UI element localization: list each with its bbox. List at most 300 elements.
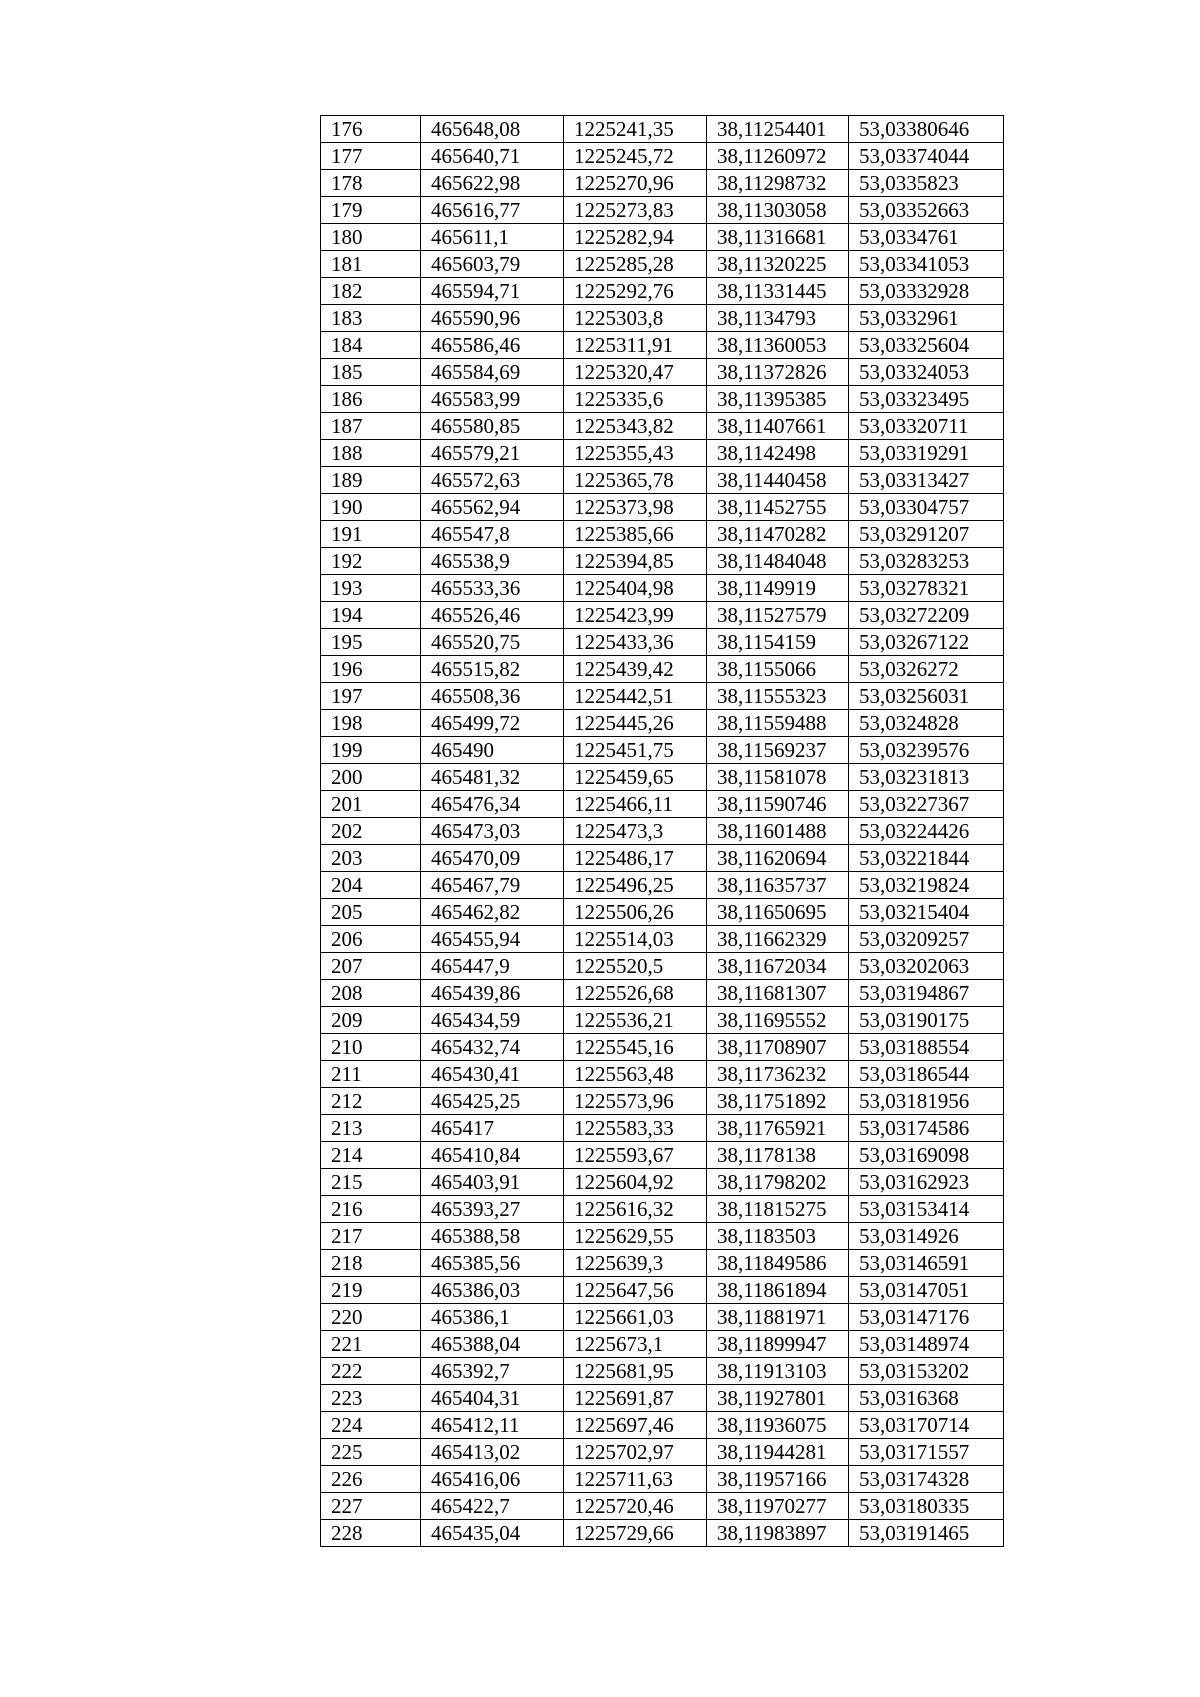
y-coordinate-cell: 1225245,72 xyxy=(564,143,707,170)
longitude-cell: 38,11944281 xyxy=(707,1439,849,1466)
x-coordinate-cell: 465388,04 xyxy=(421,1331,564,1358)
y-coordinate-cell: 1225691,87 xyxy=(564,1385,707,1412)
table-row xyxy=(321,710,1004,737)
latitude-cell: 53,03202063 xyxy=(849,953,1004,980)
x-coordinate-cell: 465455,94 xyxy=(421,926,564,953)
longitude-cell: 38,11581078 xyxy=(707,764,849,791)
longitude-cell: 38,11452755 xyxy=(707,494,849,521)
point-number-cell: 203 xyxy=(321,845,421,872)
x-coordinate-cell: 465435,04 xyxy=(421,1520,564,1547)
table-row xyxy=(321,278,1004,305)
longitude-cell: 38,11320225 xyxy=(707,251,849,278)
y-coordinate-cell: 1225466,11 xyxy=(564,791,707,818)
y-coordinate-cell: 1225563,48 xyxy=(564,1061,707,1088)
table-row xyxy=(321,1196,1004,1223)
table-row xyxy=(321,116,1004,143)
table-row xyxy=(321,575,1004,602)
x-coordinate-cell: 465640,71 xyxy=(421,143,564,170)
longitude-cell: 38,11650695 xyxy=(707,899,849,926)
table-row xyxy=(321,1520,1004,1547)
longitude-cell: 38,11527579 xyxy=(707,602,849,629)
latitude-cell: 53,0326272 xyxy=(849,656,1004,683)
longitude-cell: 38,11913103 xyxy=(707,1358,849,1385)
longitude-cell: 38,11881971 xyxy=(707,1304,849,1331)
latitude-cell: 53,0334761 xyxy=(849,224,1004,251)
y-coordinate-cell: 1225320,47 xyxy=(564,359,707,386)
table-row xyxy=(321,197,1004,224)
x-coordinate-cell: 465403,91 xyxy=(421,1169,564,1196)
point-number-cell: 225 xyxy=(321,1439,421,1466)
x-coordinate-cell: 465392,7 xyxy=(421,1358,564,1385)
longitude-cell: 38,11254401 xyxy=(707,116,849,143)
x-coordinate-cell: 465520,75 xyxy=(421,629,564,656)
y-coordinate-cell: 1225720,46 xyxy=(564,1493,707,1520)
latitude-cell: 53,03190175 xyxy=(849,1007,1004,1034)
longitude-cell: 38,11260972 xyxy=(707,143,849,170)
point-number-cell: 196 xyxy=(321,656,421,683)
y-coordinate-cell: 1225545,16 xyxy=(564,1034,707,1061)
x-coordinate-cell: 465386,1 xyxy=(421,1304,564,1331)
point-number-cell: 182 xyxy=(321,278,421,305)
y-coordinate-cell: 1225604,92 xyxy=(564,1169,707,1196)
longitude-cell: 38,11672034 xyxy=(707,953,849,980)
latitude-cell: 53,03146591 xyxy=(849,1250,1004,1277)
y-coordinate-cell: 1225729,66 xyxy=(564,1520,707,1547)
y-coordinate-cell: 1225273,83 xyxy=(564,197,707,224)
point-number-cell: 184 xyxy=(321,332,421,359)
point-number-cell: 194 xyxy=(321,602,421,629)
y-coordinate-cell: 1225282,94 xyxy=(564,224,707,251)
table-row xyxy=(321,359,1004,386)
longitude-cell: 38,11620694 xyxy=(707,845,849,872)
y-coordinate-cell: 1225486,17 xyxy=(564,845,707,872)
point-number-cell: 224 xyxy=(321,1412,421,1439)
latitude-cell: 53,0335823 xyxy=(849,170,1004,197)
x-coordinate-cell: 465388,58 xyxy=(421,1223,564,1250)
x-coordinate-cell: 465467,79 xyxy=(421,872,564,899)
latitude-cell: 53,03231813 xyxy=(849,764,1004,791)
point-number-cell: 226 xyxy=(321,1466,421,1493)
table-row xyxy=(321,305,1004,332)
y-coordinate-cell: 1225365,78 xyxy=(564,467,707,494)
table-row xyxy=(321,737,1004,764)
latitude-cell: 53,03221844 xyxy=(849,845,1004,872)
table-row xyxy=(321,494,1004,521)
table-row xyxy=(321,521,1004,548)
latitude-cell: 53,03320711 xyxy=(849,413,1004,440)
point-number-cell: 198 xyxy=(321,710,421,737)
x-coordinate-cell: 465404,31 xyxy=(421,1385,564,1412)
longitude-cell: 38,11470282 xyxy=(707,521,849,548)
table-row xyxy=(321,818,1004,845)
y-coordinate-cell: 1225514,03 xyxy=(564,926,707,953)
latitude-cell: 53,03304757 xyxy=(849,494,1004,521)
longitude-cell: 38,1142498 xyxy=(707,440,849,467)
latitude-cell: 53,03324053 xyxy=(849,359,1004,386)
x-coordinate-cell: 465385,56 xyxy=(421,1250,564,1277)
point-number-cell: 189 xyxy=(321,467,421,494)
point-number-cell: 201 xyxy=(321,791,421,818)
point-number-cell: 219 xyxy=(321,1277,421,1304)
x-coordinate-cell: 465603,79 xyxy=(421,251,564,278)
longitude-cell: 38,11555323 xyxy=(707,683,849,710)
table-row xyxy=(321,467,1004,494)
table-row xyxy=(321,1088,1004,1115)
x-coordinate-cell: 465586,46 xyxy=(421,332,564,359)
y-coordinate-cell: 1225629,55 xyxy=(564,1223,707,1250)
y-coordinate-cell: 1225647,56 xyxy=(564,1277,707,1304)
table-row xyxy=(321,1223,1004,1250)
point-number-cell: 179 xyxy=(321,197,421,224)
latitude-cell: 53,03186544 xyxy=(849,1061,1004,1088)
longitude-cell: 38,11662329 xyxy=(707,926,849,953)
point-number-cell: 222 xyxy=(321,1358,421,1385)
latitude-cell: 53,03171557 xyxy=(849,1439,1004,1466)
longitude-cell: 38,11983897 xyxy=(707,1520,849,1547)
x-coordinate-cell: 465579,21 xyxy=(421,440,564,467)
x-coordinate-cell: 465538,9 xyxy=(421,548,564,575)
x-coordinate-cell: 465473,03 xyxy=(421,818,564,845)
y-coordinate-cell: 1225373,98 xyxy=(564,494,707,521)
point-number-cell: 193 xyxy=(321,575,421,602)
y-coordinate-cell: 1225451,75 xyxy=(564,737,707,764)
latitude-cell: 53,03170714 xyxy=(849,1412,1004,1439)
y-coordinate-cell: 1225423,99 xyxy=(564,602,707,629)
table-row xyxy=(321,1304,1004,1331)
table-row xyxy=(321,656,1004,683)
x-coordinate-cell: 465490 xyxy=(421,737,564,764)
point-number-cell: 190 xyxy=(321,494,421,521)
x-coordinate-cell: 465470,09 xyxy=(421,845,564,872)
longitude-cell: 38,11569237 xyxy=(707,737,849,764)
latitude-cell: 53,03215404 xyxy=(849,899,1004,926)
latitude-cell: 53,03332928 xyxy=(849,278,1004,305)
x-coordinate-cell: 465462,82 xyxy=(421,899,564,926)
table-row xyxy=(321,602,1004,629)
longitude-cell: 38,11736232 xyxy=(707,1061,849,1088)
longitude-cell: 38,11635737 xyxy=(707,872,849,899)
x-coordinate-cell: 465432,74 xyxy=(421,1034,564,1061)
longitude-cell: 38,11815275 xyxy=(707,1196,849,1223)
x-coordinate-cell: 465580,85 xyxy=(421,413,564,440)
longitude-cell: 38,11899947 xyxy=(707,1331,849,1358)
longitude-cell: 38,11927801 xyxy=(707,1385,849,1412)
y-coordinate-cell: 1225573,96 xyxy=(564,1088,707,1115)
latitude-cell: 53,0332961 xyxy=(849,305,1004,332)
y-coordinate-cell: 1225311,91 xyxy=(564,332,707,359)
y-coordinate-cell: 1225536,21 xyxy=(564,1007,707,1034)
table-row xyxy=(321,1385,1004,1412)
point-number-cell: 191 xyxy=(321,521,421,548)
longitude-cell: 38,11303058 xyxy=(707,197,849,224)
x-coordinate-cell: 465547,8 xyxy=(421,521,564,548)
point-number-cell: 178 xyxy=(321,170,421,197)
y-coordinate-cell: 1225270,96 xyxy=(564,170,707,197)
x-coordinate-cell: 465422,7 xyxy=(421,1493,564,1520)
table-row xyxy=(321,1358,1004,1385)
point-number-cell: 205 xyxy=(321,899,421,926)
y-coordinate-cell: 1225697,46 xyxy=(564,1412,707,1439)
y-coordinate-cell: 1225520,5 xyxy=(564,953,707,980)
longitude-cell: 38,1178138 xyxy=(707,1142,849,1169)
longitude-cell: 38,1134793 xyxy=(707,305,849,332)
table-row xyxy=(321,386,1004,413)
point-number-cell: 188 xyxy=(321,440,421,467)
longitude-cell: 38,11360053 xyxy=(707,332,849,359)
x-coordinate-cell: 465611,1 xyxy=(421,224,564,251)
table-row xyxy=(321,1250,1004,1277)
longitude-cell: 38,11681307 xyxy=(707,980,849,1007)
table-row xyxy=(321,845,1004,872)
point-number-cell: 176 xyxy=(321,116,421,143)
latitude-cell: 53,03148974 xyxy=(849,1331,1004,1358)
x-coordinate-cell: 465526,46 xyxy=(421,602,564,629)
point-number-cell: 181 xyxy=(321,251,421,278)
y-coordinate-cell: 1225445,26 xyxy=(564,710,707,737)
table-row xyxy=(321,224,1004,251)
longitude-cell: 38,11957166 xyxy=(707,1466,849,1493)
x-coordinate-cell: 465508,36 xyxy=(421,683,564,710)
y-coordinate-cell: 1225433,36 xyxy=(564,629,707,656)
latitude-cell: 53,03162923 xyxy=(849,1169,1004,1196)
x-coordinate-cell: 465584,69 xyxy=(421,359,564,386)
point-number-cell: 211 xyxy=(321,1061,421,1088)
longitude-cell: 38,11765921 xyxy=(707,1115,849,1142)
latitude-cell: 53,03267122 xyxy=(849,629,1004,656)
longitude-cell: 38,11372826 xyxy=(707,359,849,386)
y-coordinate-cell: 1225394,85 xyxy=(564,548,707,575)
y-coordinate-cell: 1225616,32 xyxy=(564,1196,707,1223)
x-coordinate-cell: 465481,32 xyxy=(421,764,564,791)
point-number-cell: 183 xyxy=(321,305,421,332)
x-coordinate-cell: 465412,11 xyxy=(421,1412,564,1439)
y-coordinate-cell: 1225711,63 xyxy=(564,1466,707,1493)
y-coordinate-cell: 1225496,25 xyxy=(564,872,707,899)
y-coordinate-cell: 1225661,03 xyxy=(564,1304,707,1331)
longitude-cell: 38,1154159 xyxy=(707,629,849,656)
latitude-cell: 53,03174586 xyxy=(849,1115,1004,1142)
latitude-cell: 53,03153414 xyxy=(849,1196,1004,1223)
longitude-cell: 38,11601488 xyxy=(707,818,849,845)
table-row xyxy=(321,1142,1004,1169)
table-row xyxy=(321,548,1004,575)
table-row xyxy=(321,791,1004,818)
latitude-cell: 53,03272209 xyxy=(849,602,1004,629)
latitude-cell: 53,03181956 xyxy=(849,1088,1004,1115)
point-number-cell: 208 xyxy=(321,980,421,1007)
y-coordinate-cell: 1225343,82 xyxy=(564,413,707,440)
latitude-cell: 53,03169098 xyxy=(849,1142,1004,1169)
point-number-cell: 220 xyxy=(321,1304,421,1331)
longitude-cell: 38,11484048 xyxy=(707,548,849,575)
table-row xyxy=(321,872,1004,899)
y-coordinate-cell: 1225385,66 xyxy=(564,521,707,548)
y-coordinate-cell: 1225355,43 xyxy=(564,440,707,467)
point-number-cell: 204 xyxy=(321,872,421,899)
point-number-cell: 200 xyxy=(321,764,421,791)
latitude-cell: 53,03341053 xyxy=(849,251,1004,278)
longitude-cell: 38,11751892 xyxy=(707,1088,849,1115)
latitude-cell: 53,0316368 xyxy=(849,1385,1004,1412)
table-row xyxy=(321,143,1004,170)
y-coordinate-cell: 1225404,98 xyxy=(564,575,707,602)
y-coordinate-cell: 1225473,3 xyxy=(564,818,707,845)
x-coordinate-cell: 465583,99 xyxy=(421,386,564,413)
latitude-cell: 53,0324828 xyxy=(849,710,1004,737)
longitude-cell: 38,11798202 xyxy=(707,1169,849,1196)
y-coordinate-cell: 1225593,67 xyxy=(564,1142,707,1169)
y-coordinate-cell: 1225583,33 xyxy=(564,1115,707,1142)
x-coordinate-cell: 465410,84 xyxy=(421,1142,564,1169)
table-row xyxy=(321,1277,1004,1304)
point-number-cell: 197 xyxy=(321,683,421,710)
point-number-cell: 186 xyxy=(321,386,421,413)
longitude-cell: 38,1149919 xyxy=(707,575,849,602)
point-number-cell: 209 xyxy=(321,1007,421,1034)
point-number-cell: 185 xyxy=(321,359,421,386)
table-row xyxy=(321,1412,1004,1439)
y-coordinate-cell: 1225459,65 xyxy=(564,764,707,791)
point-number-cell: 210 xyxy=(321,1034,421,1061)
table-row xyxy=(321,1439,1004,1466)
table-row xyxy=(321,980,1004,1007)
longitude-cell: 38,11970277 xyxy=(707,1493,849,1520)
table-row xyxy=(321,170,1004,197)
latitude-cell: 53,03380646 xyxy=(849,116,1004,143)
point-number-cell: 221 xyxy=(321,1331,421,1358)
longitude-cell: 38,11695552 xyxy=(707,1007,849,1034)
y-coordinate-cell: 1225681,95 xyxy=(564,1358,707,1385)
latitude-cell: 53,03323495 xyxy=(849,386,1004,413)
x-coordinate-cell: 465533,36 xyxy=(421,575,564,602)
table-row xyxy=(321,953,1004,980)
latitude-cell: 53,03147176 xyxy=(849,1304,1004,1331)
x-coordinate-cell: 465439,86 xyxy=(421,980,564,1007)
x-coordinate-cell: 465434,59 xyxy=(421,1007,564,1034)
x-coordinate-cell: 465447,9 xyxy=(421,953,564,980)
x-coordinate-cell: 465417 xyxy=(421,1115,564,1142)
table-row xyxy=(321,1007,1004,1034)
point-number-cell: 206 xyxy=(321,926,421,953)
latitude-cell: 53,03291207 xyxy=(849,521,1004,548)
y-coordinate-cell: 1225442,51 xyxy=(564,683,707,710)
latitude-cell: 53,03278321 xyxy=(849,575,1004,602)
point-number-cell: 207 xyxy=(321,953,421,980)
table-row xyxy=(321,332,1004,359)
latitude-cell: 53,03209257 xyxy=(849,926,1004,953)
x-coordinate-cell: 465515,82 xyxy=(421,656,564,683)
y-coordinate-cell: 1225526,68 xyxy=(564,980,707,1007)
point-number-cell: 202 xyxy=(321,818,421,845)
longitude-cell: 38,1155066 xyxy=(707,656,849,683)
point-number-cell: 223 xyxy=(321,1385,421,1412)
longitude-cell: 38,1183503 xyxy=(707,1223,849,1250)
latitude-cell: 53,03188554 xyxy=(849,1034,1004,1061)
table-row xyxy=(321,1331,1004,1358)
table-row xyxy=(321,1061,1004,1088)
latitude-cell: 53,0314926 xyxy=(849,1223,1004,1250)
longitude-cell: 38,11440458 xyxy=(707,467,849,494)
table-row xyxy=(321,251,1004,278)
x-coordinate-cell: 465616,77 xyxy=(421,197,564,224)
point-number-cell: 217 xyxy=(321,1223,421,1250)
point-number-cell: 177 xyxy=(321,143,421,170)
x-coordinate-cell: 465590,96 xyxy=(421,305,564,332)
x-coordinate-cell: 465562,94 xyxy=(421,494,564,521)
point-number-cell: 215 xyxy=(321,1169,421,1196)
coordinates-table-body xyxy=(321,116,1004,1547)
point-number-cell: 180 xyxy=(321,224,421,251)
latitude-cell: 53,03174328 xyxy=(849,1466,1004,1493)
x-coordinate-cell: 465476,34 xyxy=(421,791,564,818)
y-coordinate-cell: 1225702,97 xyxy=(564,1439,707,1466)
latitude-cell: 53,03319291 xyxy=(849,440,1004,467)
latitude-cell: 53,03153202 xyxy=(849,1358,1004,1385)
y-coordinate-cell: 1225439,42 xyxy=(564,656,707,683)
latitude-cell: 53,03194867 xyxy=(849,980,1004,1007)
x-coordinate-cell: 465499,72 xyxy=(421,710,564,737)
longitude-cell: 38,11708907 xyxy=(707,1034,849,1061)
y-coordinate-cell: 1225673,1 xyxy=(564,1331,707,1358)
y-coordinate-cell: 1225335,6 xyxy=(564,386,707,413)
table-row xyxy=(321,899,1004,926)
longitude-cell: 38,11407661 xyxy=(707,413,849,440)
longitude-cell: 38,11559488 xyxy=(707,710,849,737)
y-coordinate-cell: 1225639,3 xyxy=(564,1250,707,1277)
latitude-cell: 53,03283253 xyxy=(849,548,1004,575)
table-row xyxy=(321,1169,1004,1196)
longitude-cell: 38,11331445 xyxy=(707,278,849,305)
latitude-cell: 53,03191465 xyxy=(849,1520,1004,1547)
y-coordinate-cell: 1225285,28 xyxy=(564,251,707,278)
latitude-cell: 53,03352663 xyxy=(849,197,1004,224)
table-row xyxy=(321,1115,1004,1142)
table-row xyxy=(321,764,1004,791)
longitude-cell: 38,11298732 xyxy=(707,170,849,197)
latitude-cell: 53,03227367 xyxy=(849,791,1004,818)
point-number-cell: 212 xyxy=(321,1088,421,1115)
x-coordinate-cell: 465393,27 xyxy=(421,1196,564,1223)
longitude-cell: 38,11936075 xyxy=(707,1412,849,1439)
point-number-cell: 227 xyxy=(321,1493,421,1520)
point-number-cell: 216 xyxy=(321,1196,421,1223)
y-coordinate-cell: 1225506,26 xyxy=(564,899,707,926)
y-coordinate-cell: 1225241,35 xyxy=(564,116,707,143)
latitude-cell: 53,03147051 xyxy=(849,1277,1004,1304)
table-row xyxy=(321,1493,1004,1520)
point-number-cell: 214 xyxy=(321,1142,421,1169)
point-number-cell: 228 xyxy=(321,1520,421,1547)
longitude-cell: 38,11316681 xyxy=(707,224,849,251)
x-coordinate-cell: 465430,41 xyxy=(421,1061,564,1088)
table-row xyxy=(321,683,1004,710)
point-number-cell: 187 xyxy=(321,413,421,440)
latitude-cell: 53,03219824 xyxy=(849,872,1004,899)
latitude-cell: 53,03325604 xyxy=(849,332,1004,359)
x-coordinate-cell: 465416,06 xyxy=(421,1466,564,1493)
x-coordinate-cell: 465572,63 xyxy=(421,467,564,494)
x-coordinate-cell: 465413,02 xyxy=(421,1439,564,1466)
longitude-cell: 38,11395385 xyxy=(707,386,849,413)
table-row xyxy=(321,629,1004,656)
coordinates-table xyxy=(320,115,1004,1547)
table-row xyxy=(321,413,1004,440)
y-coordinate-cell: 1225303,8 xyxy=(564,305,707,332)
table-row xyxy=(321,926,1004,953)
point-number-cell: 195 xyxy=(321,629,421,656)
latitude-cell: 53,03180335 xyxy=(849,1493,1004,1520)
x-coordinate-cell: 465648,08 xyxy=(421,116,564,143)
